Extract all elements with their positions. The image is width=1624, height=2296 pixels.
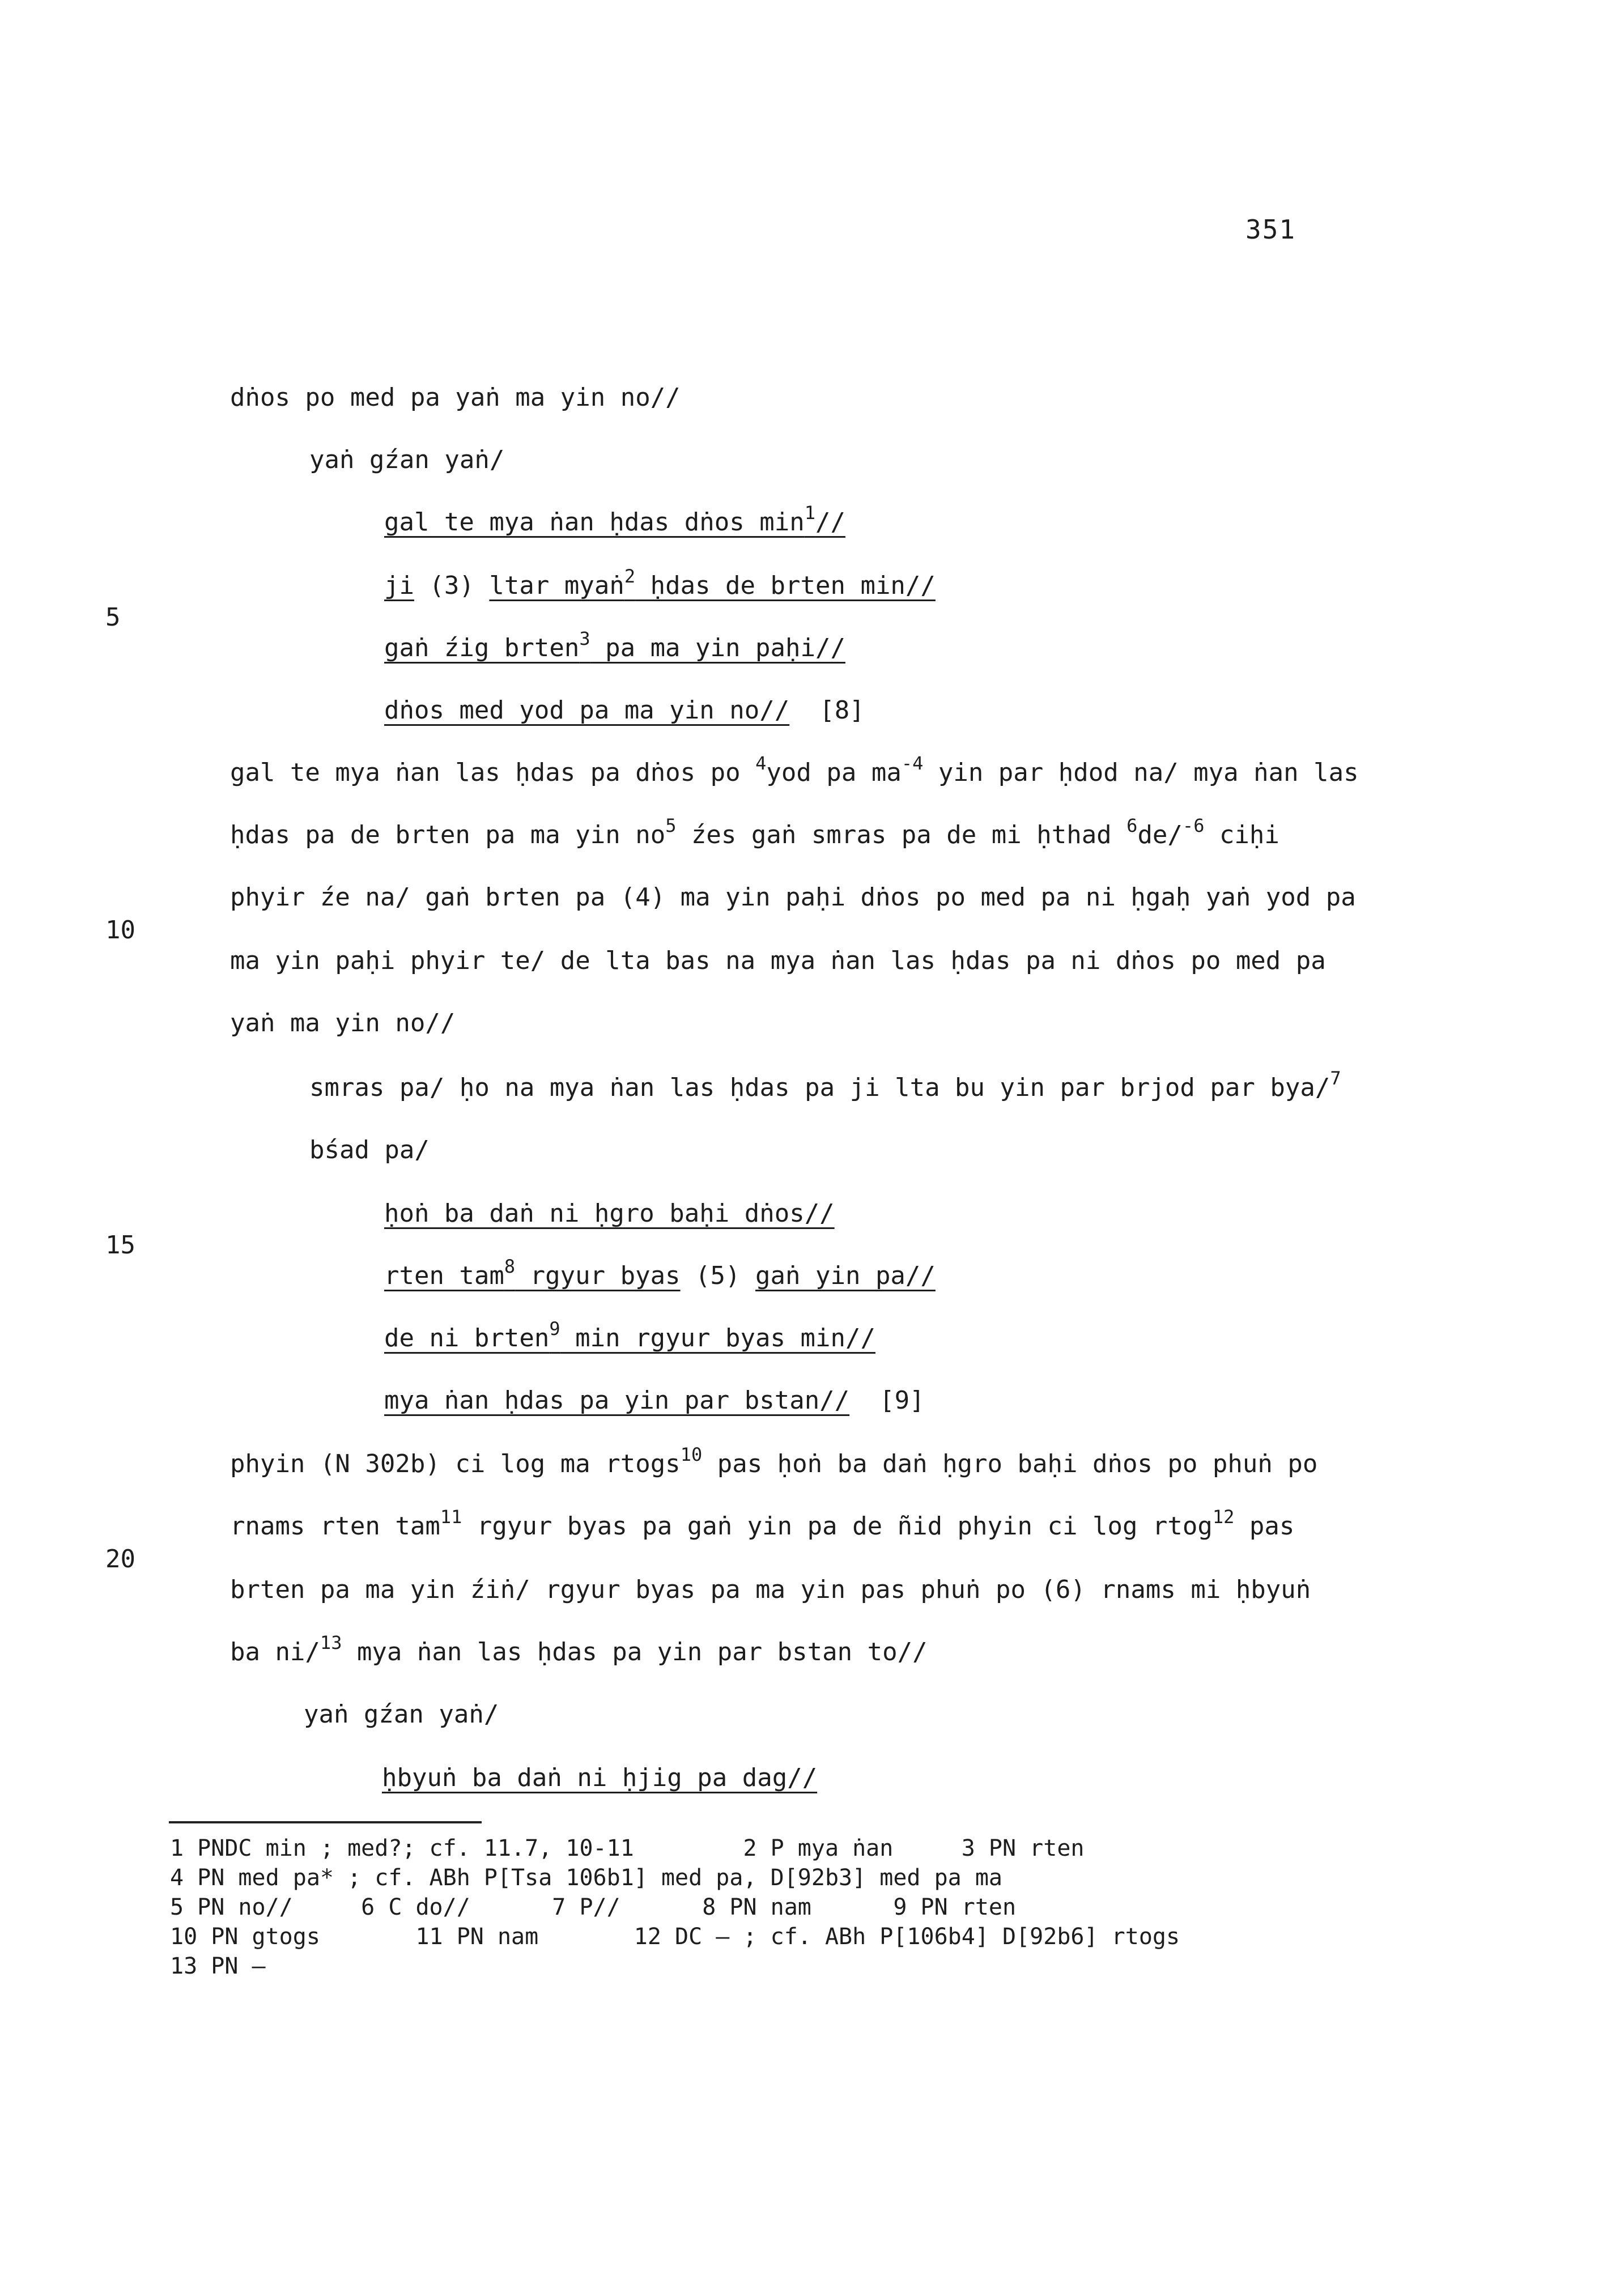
verse-text: gal te mya ṅan ḥdas dṅos $\min^1//$ [384, 502, 845, 537]
footnote-ref: 3 [579, 628, 590, 650]
footnote-ref: -6 [1182, 815, 1205, 837]
footnote-rule [169, 1821, 482, 1823]
footnote-ref: 12 [1212, 1506, 1235, 1528]
folio-ref: (5) [680, 1261, 756, 1290]
text: yin par ḥdod na/ mya ṅan las [923, 758, 1359, 787]
text: yod pa ma [766, 758, 902, 787]
verse-number: [9] [849, 1386, 925, 1415]
footnote-ref: 7 [1330, 1068, 1341, 1090]
text: dṅos po med pa yaṅ ma yin no// [229, 383, 681, 412]
verse-text: ji [384, 571, 414, 600]
footnote-ref: 9 [549, 1318, 560, 1340]
text: mya ṅan las ḥdas pa yin par bstan to// [342, 1638, 928, 1666]
text: phyir źe na/ gaṅ brten pa (4) ma yin paḥi dṅos po med pa ni ḥgaḥ yaṅ yod pa [229, 883, 1356, 912]
verse-text: rten tam$^8$ rgyur byas [384, 1256, 681, 1290]
text: de/ [1137, 820, 1183, 849]
footnote-ref: 11 [440, 1506, 462, 1528]
text: ma yin paḥi phyir te/ de lta bas na mya ṅan las ḥdas pa ni dṅos po med pa [229, 946, 1326, 975]
footnote-line: 5 PN no// 6 C do// 7 P// 8 PN nam 9 PN rten [170, 1894, 1017, 1920]
footnote-ref: 5 [665, 815, 677, 837]
page-number: 351 [1245, 214, 1296, 245]
footnote-ref: 10 [680, 1444, 703, 1466]
verse-line [322, 1727, 817, 1829]
verse-text: de ni brten$^9$ min rgyur byas min// [384, 1318, 875, 1353]
text: bśad pa/ [309, 1136, 430, 1164]
folio-ref: (3) [414, 571, 490, 600]
footnote-line: 10 PN gtogs 11 PN nam 12 DC — ; cf. ABh P[106b4] D[92b6] rtogs [170, 1924, 1180, 1950]
footnote-line: 4 PN med pa* ; cf. ABh P[Tsa 106b1] med pa, D[92b3] med pa ma [170, 1865, 1003, 1891]
text: phyin (N 302b) ci log ma rtogs [229, 1449, 681, 1478]
text: rnams rten tam [229, 1512, 440, 1541]
verse-text: gaṅ yin pa// [755, 1261, 936, 1290]
verse-text: dṅos med yod pa ma yin no// [384, 696, 790, 725]
footnote-ref: 4 [755, 752, 767, 775]
footnote-ref: 1 [804, 502, 815, 524]
footnote-ref: 13 [320, 1632, 342, 1654]
verse-text: ḥbyuṅ ba daṅ ni ḥjig pa dag// [381, 1763, 818, 1792]
text: yaṅ gźan yaṅ/ [303, 1700, 499, 1729]
footnote-ref: -4 [901, 752, 924, 775]
footnote-ref: 2 [624, 566, 636, 588]
footnote-ref: 6 [1126, 815, 1138, 837]
line-number-5: 5 [105, 603, 121, 632]
line-number-20: 20 [105, 1545, 135, 1574]
verse-text: ḥoṅ ba daṅ ni ḥgro baḥi dṅos// [384, 1199, 835, 1228]
text: smras pa/ ḥo na mya ṅan las ḥdas pa ji lta bu yin par brjod par bya/ [309, 1073, 1330, 1102]
text: yaṅ ma yin no// [229, 1009, 456, 1038]
footnote-line: 1 PNDC min ; med?; cf. 11.7, 10-11 2 P mya ṅan 3 PN rten [170, 1835, 1085, 1861]
verse-text: gaṅ źig brten$^3$ pa ma yin paḥi// [384, 628, 845, 662]
line-number-15: 15 [105, 1231, 135, 1260]
text: gal te mya ṅan las ḥdas pa dṅos po [229, 758, 756, 787]
text: pas ḥoṅ ba daṅ ḥgro baḥi dṅos po phuṅ po [702, 1449, 1318, 1478]
line-number-10: 10 [105, 916, 135, 945]
text: ciḥi [1204, 820, 1279, 849]
text: ḥdas pa de brten pa ma yin no [229, 820, 666, 849]
text: yaṅ gźan yaṅ/ [309, 445, 505, 474]
verse-text: mya ṅan ḥdas pa yin par bstan// [384, 1386, 850, 1415]
text: rgyur byas pa gaṅ yin pa de ñid phyin ci log rtog [462, 1512, 1213, 1541]
verse-text: ltar myaṅ$^2$ ḥdas de brten min// [489, 566, 936, 600]
text: pas [1234, 1512, 1295, 1541]
text: źes gaṅ smras pa de mi ḥthad [676, 820, 1127, 849]
text: brten pa ma yin źiṅ/ rgyur byas pa ma yin pas phuṅ po (6) rnams mi ḥbyuṅ [229, 1575, 1311, 1604]
text: ba ni/ [229, 1638, 320, 1666]
verse-number: [8] [789, 696, 865, 725]
footnote-line: 13 PN — [170, 1953, 266, 1979]
footnote-ref: 8 [504, 1256, 516, 1278]
